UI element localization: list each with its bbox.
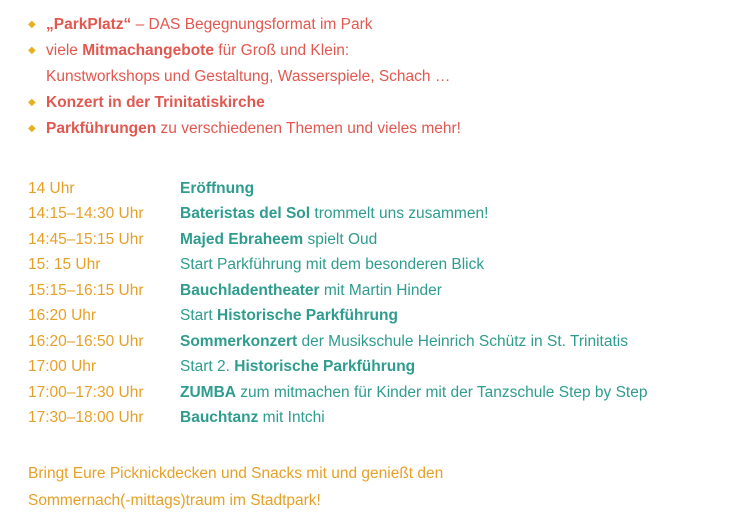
schedule-time: 17:30–18:00 Uhr	[28, 409, 144, 427]
event-pre: Start 2.	[180, 358, 235, 376]
schedule-time: 15: 15 Uhr	[28, 256, 101, 274]
list-item	[28, 90, 728, 116]
schedule-description	[180, 409, 325, 427]
event-text: mit Intchi	[258, 409, 325, 427]
diamond-bullet-icon: ◆	[28, 97, 36, 108]
highlight-bold: Konzert in der Trinitatiskirche	[46, 94, 265, 111]
schedule-description	[180, 307, 398, 325]
event-name: Bauchladentheater	[180, 281, 320, 299]
event-text: der Musikschule Heinrich Schütz in St. Trinitatis	[297, 332, 628, 350]
schedule-row	[28, 406, 738, 432]
schedule-description	[180, 358, 415, 376]
schedule-time: 14:45–15:15 Uhr	[28, 230, 144, 248]
event-name: Historische Parkführung	[217, 307, 398, 325]
list-item	[28, 38, 728, 90]
schedule-description	[180, 384, 647, 402]
schedule-row	[28, 253, 738, 279]
schedule-description	[180, 231, 377, 249]
schedule-description	[180, 256, 484, 274]
event-text: trommelt uns zusammen!	[310, 205, 489, 223]
highlight-bold: Mitmachangebote	[82, 42, 214, 59]
schedule-description	[180, 205, 488, 223]
schedule-row	[28, 176, 738, 202]
event-pre: Start	[180, 307, 218, 325]
event-name: Bateristas del Sol	[180, 205, 311, 223]
schedule-row	[28, 227, 738, 253]
highlight-bold: „ParkPlatz“	[46, 16, 132, 33]
schedule-row	[28, 304, 738, 330]
schedule-description	[180, 180, 254, 198]
schedule-row	[28, 202, 738, 228]
diamond-bullet-icon: ◆	[28, 19, 36, 30]
schedule-row	[28, 355, 738, 381]
event-name: ZUMBA	[180, 383, 236, 401]
event-text: spielt Oud	[303, 230, 378, 248]
schedule-row	[28, 380, 738, 406]
closing-note	[28, 460, 728, 514]
event-text: zum mitmachen für Kinder mit der Tanzschule Step by Step	[235, 383, 648, 401]
schedule-time: 14 Uhr	[28, 179, 75, 197]
schedule-time: 15:15–16:15 Uhr	[28, 281, 144, 299]
list-item	[28, 116, 728, 142]
schedule-list	[28, 176, 738, 431]
highlight-text: für Groß und Klein:	[213, 42, 350, 59]
highlights-list	[28, 12, 728, 142]
event-name: Eröffnung	[180, 179, 255, 197]
highlight-text: – DAS Begegnungsformat im Park	[131, 16, 373, 33]
schedule-time: 14:15–14:30 Uhr	[28, 205, 144, 223]
diamond-bullet-icon: ◆	[28, 123, 36, 134]
event-name: Sommerkonzert	[180, 332, 298, 350]
closing-line-2: Sommernach(-mittags)traum im Stadtpark!	[28, 492, 321, 509]
highlight-bold: Parkführungen	[46, 120, 157, 137]
list-item	[28, 12, 728, 38]
schedule-time: 17:00–17:30 Uhr	[28, 383, 144, 401]
diamond-bullet-icon: ◆	[28, 45, 36, 56]
event-pre: Start Parkführung mit dem besonderen Blick	[180, 256, 485, 274]
event-name: Majed Ebraheem	[180, 230, 304, 248]
schedule-row	[28, 329, 738, 355]
event-name: Bauchtanz	[180, 409, 259, 427]
schedule-row	[28, 278, 738, 304]
schedule-description	[180, 282, 442, 300]
schedule-time: 16:20–16:50 Uhr	[28, 332, 144, 350]
schedule-time: 17:00 Uhr	[28, 358, 97, 376]
schedule-description	[180, 333, 628, 351]
closing-line-1: Bringt Eure Picknickdecken und Snacks mit und genießt den	[28, 465, 444, 482]
event-text: mit Martin Hinder	[319, 281, 442, 299]
highlight-continuation: Kunstworkshops und Gestaltung, Wasserspiele, Schach …	[46, 68, 451, 85]
event-name: Historische Parkführung	[234, 358, 416, 376]
schedule-time: 16:20 Uhr	[28, 307, 97, 325]
highlight-pre: viele	[46, 42, 83, 59]
highlight-text: zu verschiedenen Themen und vieles mehr!	[156, 120, 461, 137]
